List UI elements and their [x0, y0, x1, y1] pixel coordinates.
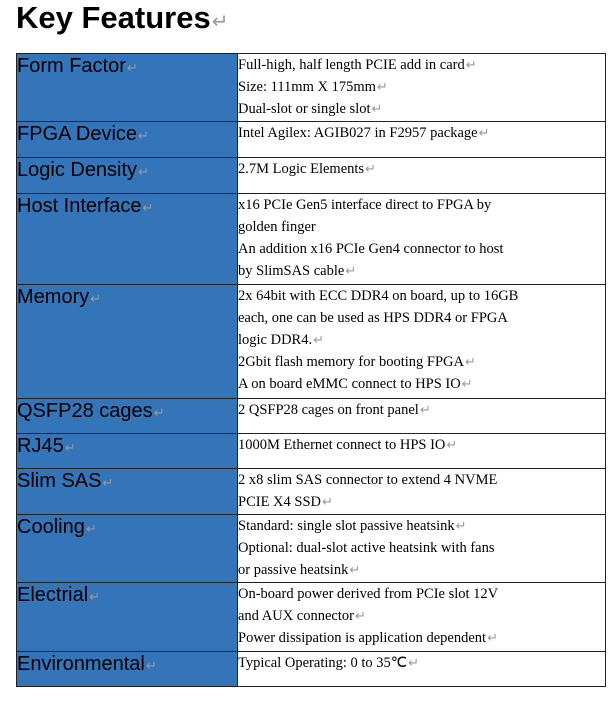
- feature-label-host-interface: Host Interface↵: [17, 194, 238, 285]
- value-line: A on board eMMC connect to HPS IO↵: [238, 376, 473, 392]
- table-row: [17, 285, 606, 399]
- feature-label-environmental: Environmental↵: [17, 652, 238, 687]
- value-line: or passive heatsink↵: [238, 562, 361, 578]
- value-line: 2Gbit flash memory for booting FPGA↵: [238, 354, 476, 370]
- value-line: and AUX connector↵: [238, 608, 366, 624]
- feature-label-qsfp28-cages: QSFP28 cages↵: [17, 399, 238, 434]
- feature-value-fpga-device: [238, 122, 606, 158]
- feature-value-memory: [238, 285, 606, 399]
- table-row: [17, 469, 606, 515]
- feature-value-rj45: [238, 434, 606, 469]
- feature-label-memory: Memory↵: [17, 285, 238, 399]
- table-row: [17, 515, 606, 583]
- table-row: [17, 54, 606, 122]
- key-features-table: [16, 53, 606, 687]
- feature-label-logic-density: Logic Density↵: [17, 158, 238, 194]
- value-line: PCIE X4 SSD↵: [238, 494, 333, 510]
- page-title: [16, 0, 228, 40]
- value-line: golden finger: [238, 219, 316, 235]
- value-line: 1000M Ethernet connect to HPS IO↵: [238, 437, 458, 453]
- value-line: An addition x16 PCIe Gen4 connector to host: [238, 241, 504, 257]
- feature-label-electrial: Electrial↵: [17, 583, 238, 652]
- feature-value-host-interface: [238, 194, 606, 285]
- value-line: each, one can be used as HPS DDR4 or FPGA: [238, 310, 508, 326]
- table-row: [17, 122, 606, 158]
- value-line: Dual-slot or single slot↵: [238, 101, 383, 117]
- table-row: [17, 652, 606, 687]
- title-text: Key Features: [16, 0, 211, 35]
- table-row: [17, 158, 606, 194]
- feature-value-cooling: [238, 515, 606, 583]
- feature-label-form-factor: Form Factor↵: [17, 54, 238, 122]
- feature-value-logic-density: [238, 158, 606, 194]
- value-line: Size: 111mm X 175mm↵: [238, 79, 388, 95]
- value-line: x16 PCIe Gen5 interface direct to FPGA by: [238, 197, 492, 213]
- feature-label-rj45: RJ45↵: [17, 434, 238, 469]
- table-row: [17, 434, 606, 469]
- feature-value-form-factor: [238, 54, 606, 122]
- table-row: [17, 194, 606, 285]
- value-line: Power dissipation is application dependent↵: [238, 630, 498, 646]
- value-line: Optional: dual-slot active heatsink with fans: [238, 540, 495, 556]
- feature-value-electrial: [238, 583, 606, 652]
- paragraph-mark-icon: ↵: [211, 11, 229, 33]
- feature-label-cooling: Cooling↵: [17, 515, 238, 583]
- value-line: Typical Operating: 0 to 35℃↵: [238, 655, 419, 671]
- value-line: On-board power derived from PCIe slot 12V: [238, 586, 499, 602]
- value-line: 2.7M Logic Elements↵: [238, 161, 376, 177]
- value-line: Full-high, half length PCIE add in card↵: [238, 57, 477, 73]
- feature-value-slim-sas: [238, 469, 606, 515]
- table-row: [17, 583, 606, 652]
- value-line: by SlimSAS cable↵: [238, 263, 357, 279]
- value-line: Intel Agilex: AGIB027 in F2957 package↵: [238, 125, 490, 141]
- value-line: 2x 64bit with ECC DDR4 on board, up to 16GB: [238, 288, 519, 304]
- feature-value-qsfp28-cages: [238, 399, 606, 434]
- feature-label-fpga-device: FPGA Device↵: [17, 122, 238, 158]
- table-row: [17, 399, 606, 434]
- feature-value-environmental: [238, 652, 606, 687]
- value-line: 2 x8 slim SAS connector to extend 4 NVME: [238, 472, 498, 488]
- value-line: logic DDR4.↵: [238, 332, 325, 348]
- value-line: 2 QSFP28 cages on front panel↵: [238, 402, 431, 418]
- value-line: Standard: single slot passive heatsink↵: [238, 518, 467, 534]
- feature-label-slim-sas: Slim SAS↵: [17, 469, 238, 515]
